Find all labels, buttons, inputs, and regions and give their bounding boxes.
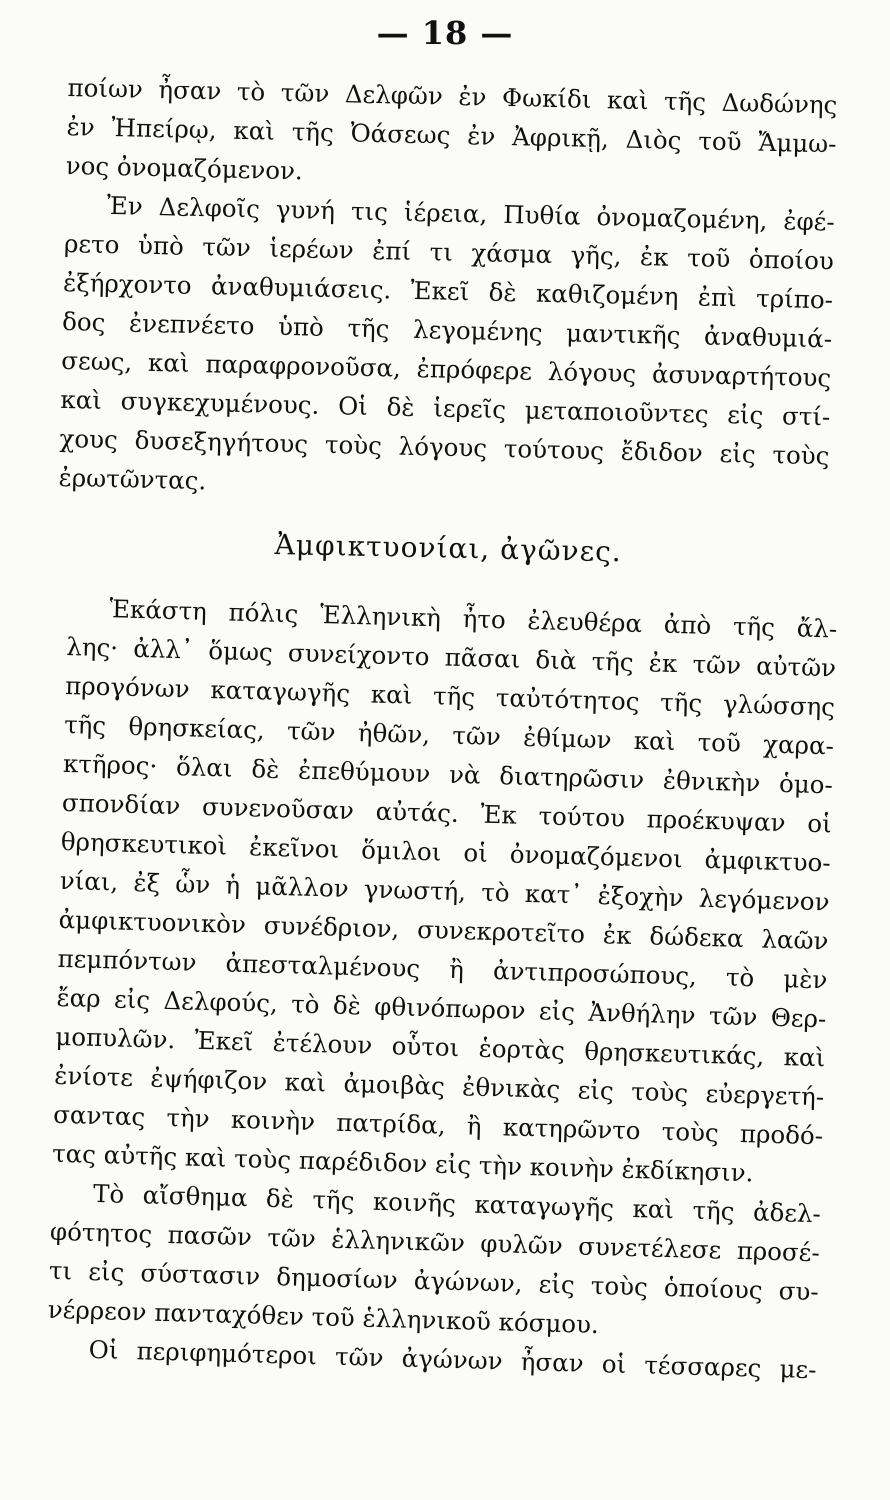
text-line: ἀμφικτυονικὸν συνέδριον, συνεκροτεῖτο ἐκ δώδεκα λαῶν [58,904,829,956]
paragraph-block-delphi [58,68,838,514]
section-heading: Ἀμφικτυονίαι, ἀγῶνες. [274,528,623,569]
paragraph-block-amphictyonies [46,588,837,1389]
text-line: ποίων ἦσαν τὸ τῶν Δελφῶν ἐν Φωκίδι καὶ τῆς Δωδώνης [67,72,838,120]
text-line: ρετο ὑπὸ τῶν ἱερέων ἐπί τι χάσμα γῆς, ἐκ τοῦ ὁποίου [63,228,835,276]
text-line: προγόνων καταγωγῆς καὶ τῆς ταὐτότητος τῆς γλώσσης [64,670,836,722]
text-line: σπονδίαν συνενοῦσαν αὐτάς. Ἐκ τούτου προέκυψαν οἱ [61,787,833,839]
text-line: ἐρωτῶντας. [58,462,207,496]
text-line: δος ἐνεπνέετο ὑπὸ τῆς λεγομένης μαντικῆς ἀναθυμιά- [61,306,833,354]
text-line: σεως, καὶ παραφρονοῦσα, ἐπρόφερε λόγους ἀσυναρτήτους [61,345,832,393]
text-line: νέρρεον πανταχόθεν τοῦ ἑλληνικοῦ κόσμου. [47,1294,600,1340]
text-line: καὶ συγκεχυμένους. Οἱ δὲ ἱερεῖς μεταποιοῦντες εἰς στί- [60,384,831,432]
text-line: Ἑκάστη πόλις Ἑλληνικὴ ἦτο ἐλευθέρα ἀπὸ τῆς ἄλ- [109,594,838,644]
text-line: ἔαρ εἰς Δελφούς, τὸ δὲ φθινόπωρον εἰς Ἀνθήλην τῶν Θερ- [56,982,827,1034]
text-line: χους δυσεξηγήτους τοὺς λόγους τούτους ἔδιδον εἰς τοὺς [59,423,830,471]
text-line: ἐνίοτε ἐψήφιζον καὶ ἀμοιβὰς ἐθνικὰς εἰς τοὺς εὐεργετή- [53,1060,825,1112]
text-line: Ἐν Δελφοῖς γυνή τις ἱέρεια, Πυθία ὀνομαζομένη, ἐφέ- [106,190,836,237]
text-line: νος ὀνομαζόμενον. [65,150,304,186]
text-line: θρησκευτικοὶ ἐκεῖνοι ὅμιλοι οἱ ὀνομαζόμενοι ἀμφικτυο- [60,826,832,878]
text-line: τι εἰς σύστασιν δημοσίων ἀγώνων, εἰς τοὺς ὁποίους συ- [48,1255,820,1307]
text-line: τῆς θρησκείας, τῶν ἠθῶν, τῶν ἐθίμων καὶ τοῦ χαρα- [63,709,835,761]
text-line: λης· ἀλλ᾽ ὅμως συνείχοντο πᾶσαι διὰ τῆς ἐκ τῶν αὐτῶν [65,631,837,683]
text-line: ἐξήρχοντο ἀναθυμιάσεις. Ἐκεῖ δὲ καθιζομένη ἐπὶ τρίπο- [62,267,834,315]
text-line: νίαι, ἐξ ὧν ἡ μᾶλλον γνωστή, τὸ κατ᾽ ἐξοχὴν λεγόμενον [59,865,830,917]
text-line: τας αὐτῆς καὶ τοὺς παρέδιδον εἰς τὴν κοινὴν ἐκδίκησιν. [51,1138,754,1188]
text-line: μοπυλῶν. Ἐκεῖ ἐτέλουν οὗτοι ἑορτὰς θρησκευτικάς, καὶ [55,1021,826,1073]
text-line: κτῆρος· ὅλαι δὲ ἐπεθύμουν νὰ διατηρῶσιν ἐθνικὴν ὁμο- [62,748,834,800]
text-line: Τὸ αἴσθημα δὲ τῆς κοινῆς καταγωγῆς καὶ τῆς ἀδελ- [92,1178,822,1229]
text-line: ἐν Ἠπείρῳ, καὶ τῆς Ὀάσεως ἐν Ἀφρικῇ, Διὸς τοῦ Ἄμμω- [66,111,837,159]
text-line: Οἱ περιφημότεροι τῶν ἀγώνων ἦσαν οἱ τέσσαρες με- [88,1334,817,1385]
text-line: σαντας τὴν κοινὴν πατρίδα, ἢ κατηρῶντο τοὺς προδό- [52,1099,824,1151]
text-line: πεμπόντων ἀπεσταλμένους ἢ ἀντιπροσώπους, τὸ μὲν [57,943,828,995]
text-line: φότητος πασῶν τῶν ἑλληνικῶν φυλῶν συνετέλεσε προσέ- [49,1216,821,1268]
page-number: — 18 — [376,14,514,52]
